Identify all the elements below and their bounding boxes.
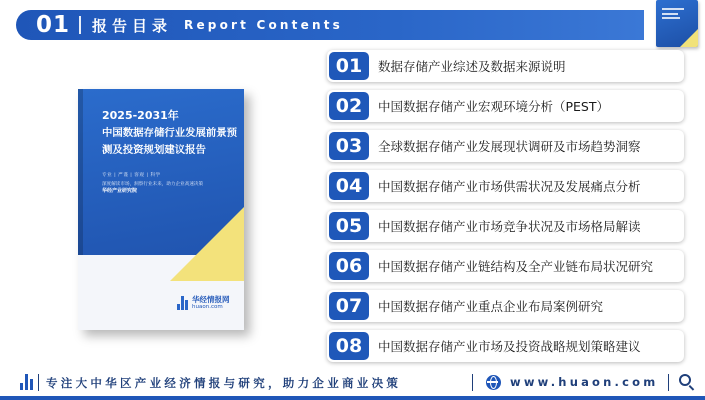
footer-divider [668, 374, 669, 391]
cover-tags: 专业 | 严谨 | 客观 | 科学 [102, 173, 161, 178]
cover-fold [170, 207, 244, 281]
section-header [16, 10, 644, 40]
logo-domain: huaon.com [192, 304, 223, 310]
toc-label: 中国数据存储产业市场及投资战略规划策略建议 [378, 339, 641, 354]
toc-label: 中国数据存储产业市场竞争状况及市场格局解读 [378, 219, 641, 234]
section-title: 报告目录 [92, 16, 173, 35]
toc-item[interactable] [327, 250, 684, 282]
thumb-fold [680, 29, 698, 47]
toc-number: 03 [329, 132, 369, 160]
section-title-en: Report Contents [184, 18, 343, 32]
bars-logo-icon [177, 296, 189, 310]
footer-url[interactable]: www.huaon.com [510, 375, 659, 389]
footer-divider [38, 374, 39, 391]
toc-item[interactable] [327, 290, 684, 322]
thumb-line [662, 17, 680, 19]
cover-year: 2025-2031年 [102, 109, 179, 122]
toc-label: 数据存储产业综述及数据来源说明 [378, 59, 566, 74]
cover-logo [177, 295, 230, 311]
report-thumbnail [656, 0, 698, 47]
globe-icon [486, 375, 501, 390]
cover-title: 中国数据存储行业发展前景预测及投资规划建议报告 [102, 127, 238, 156]
toc-label: 中国数据存储产业市场供需状况及发展痛点分析 [378, 179, 641, 194]
toc-number: 02 [329, 92, 369, 120]
toc-number: 01 [329, 52, 369, 80]
thumb-line [662, 8, 684, 10]
bars-logo-icon [20, 374, 34, 390]
toc-item[interactable] [327, 210, 684, 242]
cover-publisher: 华经产业研究院 [102, 188, 138, 194]
toc-item[interactable] [327, 50, 684, 82]
footer [0, 371, 705, 395]
toc-item[interactable] [327, 330, 684, 362]
search-icon[interactable] [679, 374, 691, 386]
toc-number: 07 [329, 292, 369, 320]
report-cover [78, 89, 244, 330]
footer-slogan: 专注大中华区产业经济情报与研究，助力企业商业决策 [46, 376, 402, 390]
thumb-line [662, 13, 678, 15]
footer-divider [472, 374, 473, 391]
toc-number: 06 [329, 252, 369, 280]
toc-item[interactable] [327, 130, 684, 162]
toc-number: 04 [329, 172, 369, 200]
toc-label: 全球数据存储产业发展现状调研及市场趋势洞察 [378, 139, 641, 154]
footer-bottom-line [0, 396, 705, 400]
section-number: 01 [36, 12, 71, 38]
cover-subtitle: 深度解读市场，洞察行业未来，助力企业高速决策 [102, 182, 204, 187]
toc-label: 中国数据存储产业重点企业布局案例研究 [378, 299, 604, 314]
logo-name: 华经情报网 [192, 295, 230, 304]
toc-number: 05 [329, 212, 369, 240]
toc-label: 中国数据存储产业宏观环境分析（PEST） [378, 99, 610, 114]
toc-item[interactable] [327, 90, 684, 122]
header-divider [79, 16, 81, 34]
toc-number: 08 [329, 332, 369, 360]
toc-label: 中国数据存储产业链结构及全产业链布局状况研究 [378, 259, 654, 274]
toc-item[interactable] [327, 170, 684, 202]
